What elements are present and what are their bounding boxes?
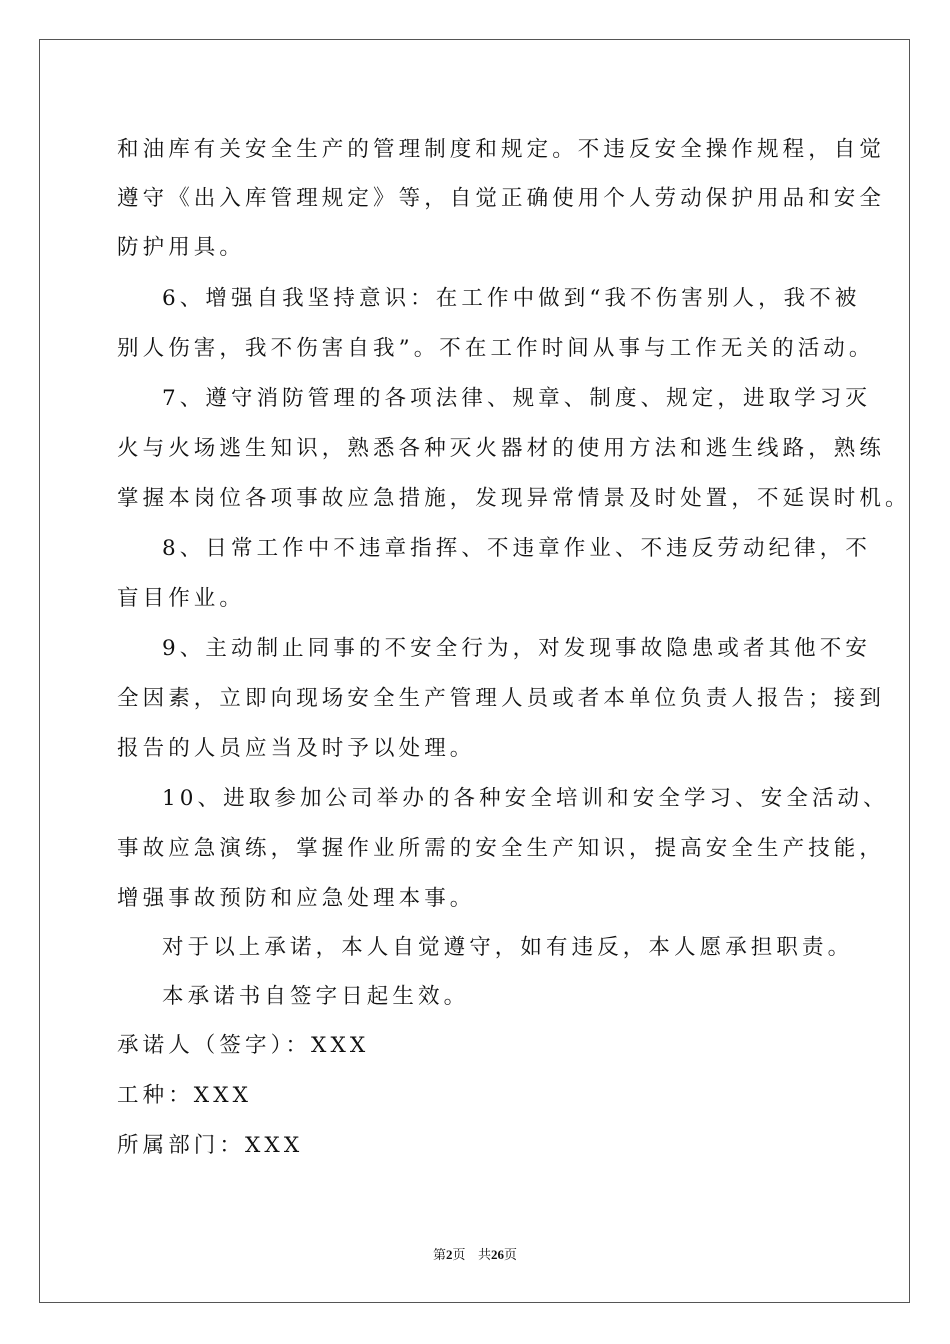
text-line: 别人伤害，我不伤害自我”。不在工作时间从事与工作无关的活动。: [117, 336, 875, 361]
text-line: 7、遵守消防管理的各项法律、规章、制度、规定，进取学习灭: [162, 386, 871, 411]
page-footer: [0, 1246, 950, 1265]
text-line: 掌握本岗位各项事故应急措施，发现异常情景及时处置，不延误时机。: [117, 486, 911, 511]
text-line: 8、日常工作中不违章指挥、不违章作业、不违反劳动纪律，不: [162, 536, 871, 561]
job-type-line: 工种：XXX: [117, 1083, 253, 1108]
text-line: 和油库有关安全生产的管理制度和规定。不违反安全操作规程，自觉: [117, 137, 886, 162]
text-line: 9、主动制止同事的不安全行为，对发现事故隐患或者其他不安: [162, 636, 871, 661]
total-suffix: 页: [503, 1248, 517, 1263]
text-line: 对于以上承诺，本人自觉遵守，如有违反，本人愿承担职责。: [162, 935, 854, 960]
text-line: 10、进取参加公司举办的各种安全培训和安全学习、安全活动、: [162, 786, 889, 811]
text-line: 火与火场逃生知识，熟悉各种灭火器材的使用方法和逃生线路，熟练: [117, 436, 886, 461]
text-line: 事故应急演练，掌握作业所需的安全生产知识，提高安全生产技能，: [117, 836, 886, 861]
page-number: 2: [446, 1247, 453, 1262]
page-border: [39, 39, 910, 1303]
page-suffix: 页: [452, 1248, 466, 1263]
total-pages: 26: [490, 1247, 504, 1262]
text-line: 盲目作业。: [117, 586, 246, 611]
department-line: 所属部门：XXX: [117, 1133, 304, 1158]
text-line: 报告的人员应当及时予以处理。: [117, 736, 476, 761]
text-line: 本承诺书自签字日起生效。: [162, 984, 470, 1009]
text-line: 增强事故预防和应急处理本事。: [117, 886, 476, 911]
text-line: 6、增强自我坚持意识：在工作中做到“我不伤害别人，我不被: [162, 286, 861, 311]
text-line: 遵守《出入库管理规定》等，自觉正确使用个人劳动保护用品和安全: [117, 186, 886, 211]
signer-line: 承诺人（签字）：XXX: [117, 1033, 370, 1058]
page-prefix: 第: [433, 1248, 447, 1263]
text-line: 全因素，立即向现场安全生产管理人员或者本单位负责人报告；接到: [117, 686, 886, 711]
total-prefix: 共: [477, 1248, 491, 1263]
text-line: 防护用具。: [117, 235, 246, 260]
